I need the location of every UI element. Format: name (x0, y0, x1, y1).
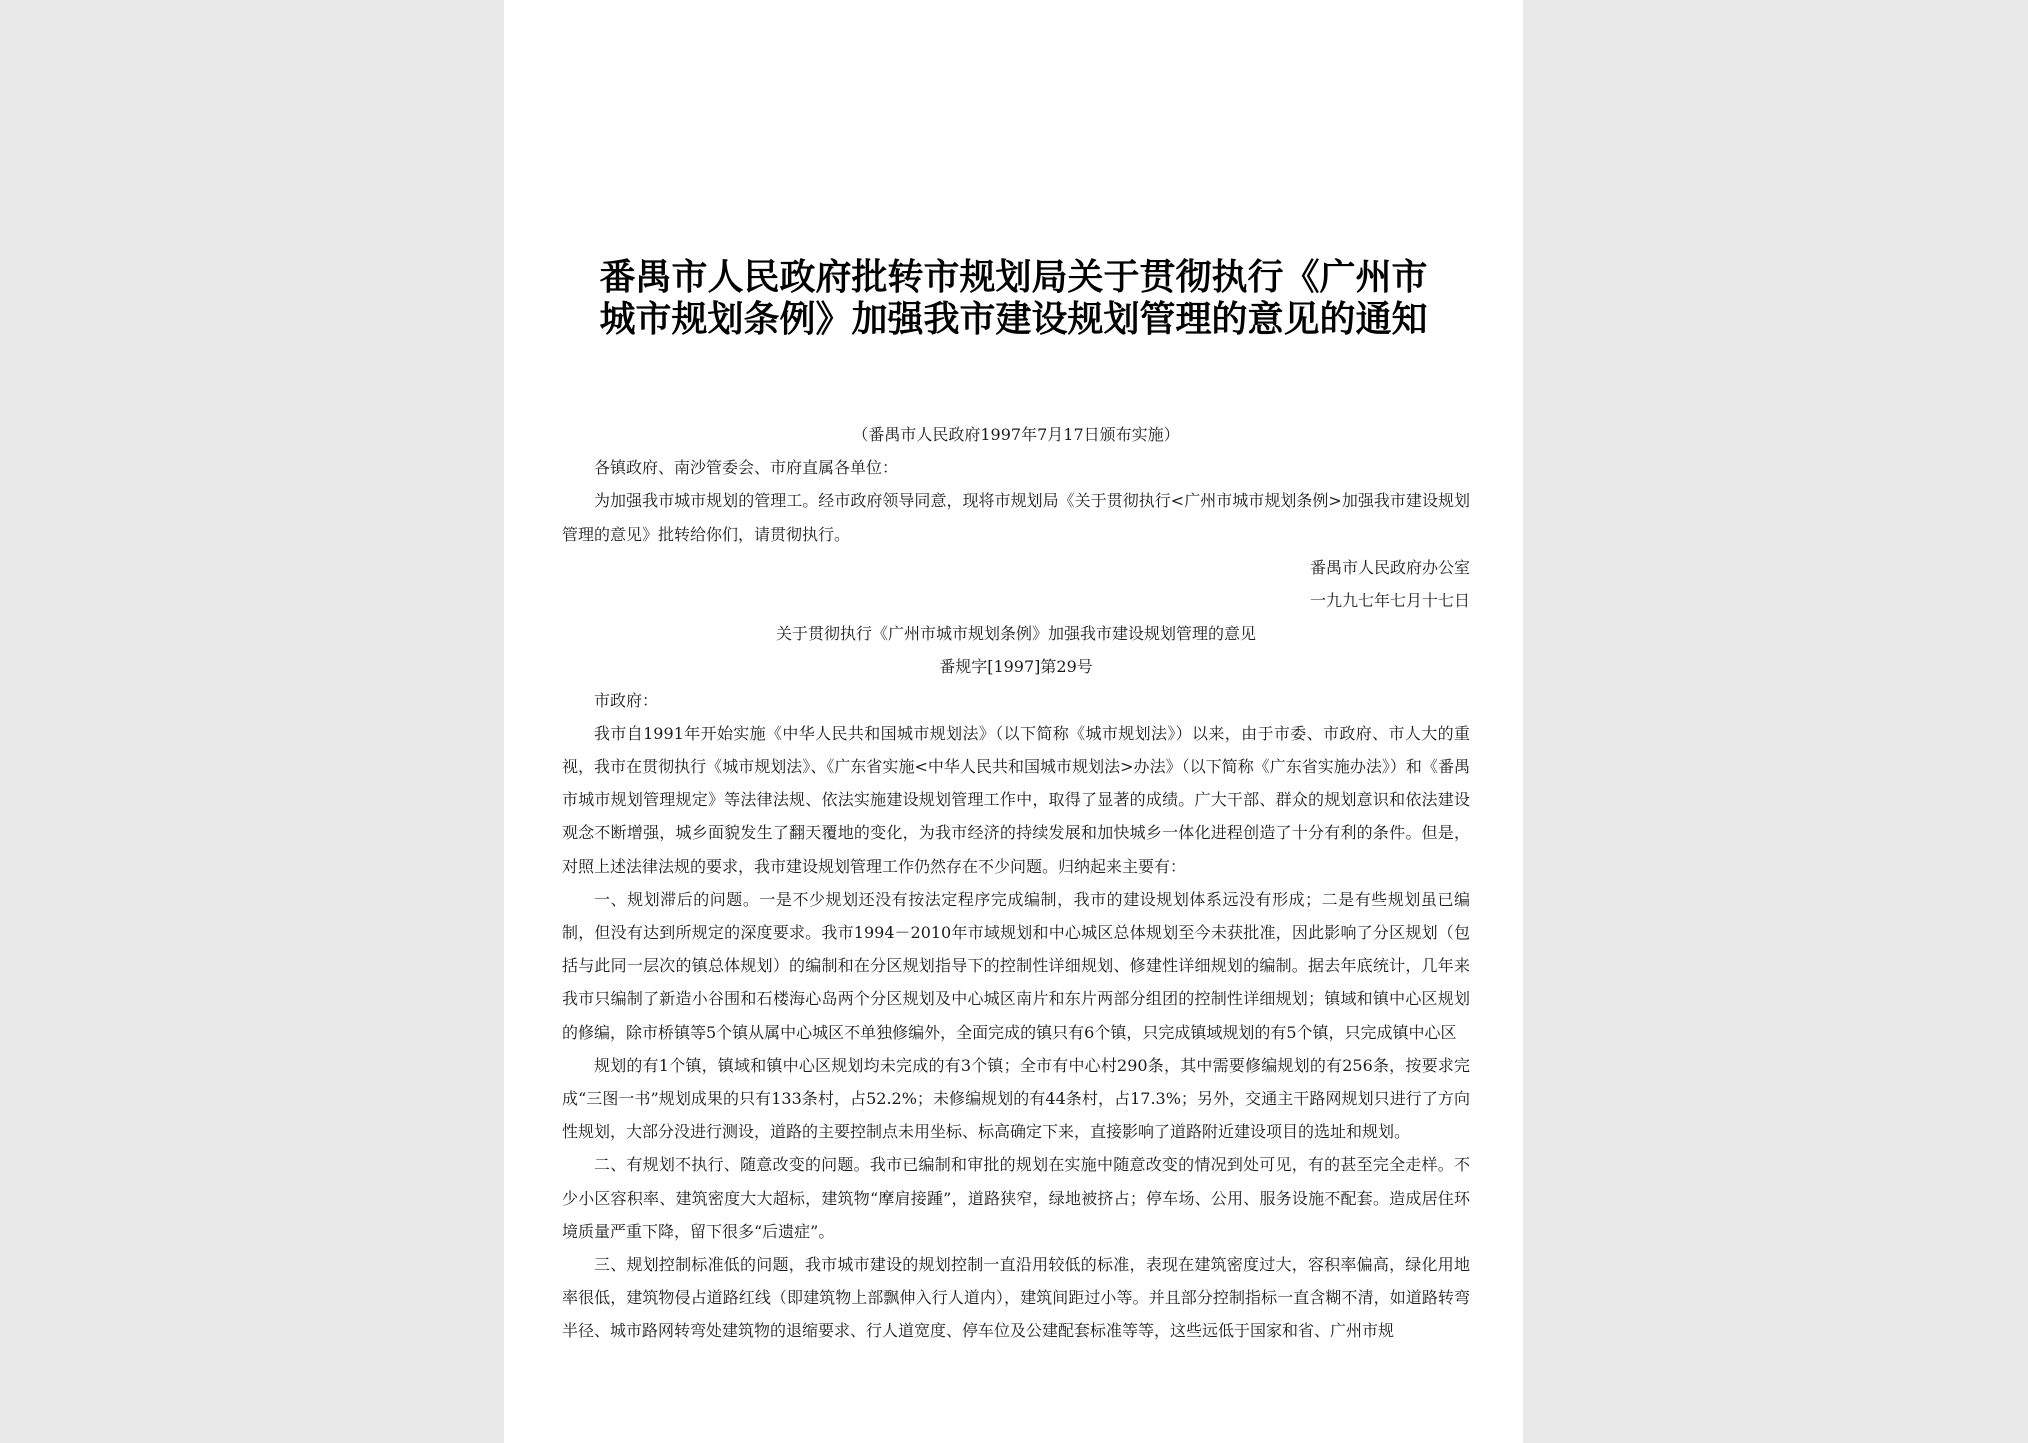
document-title (554, 256, 1473, 340)
opinion-addressee: 市政府： (594, 690, 659, 710)
title-line-1: 番禺市人民政府批转市规划局关于贯彻执行《广州市 (599, 256, 1428, 298)
signature-date: 一九九七年七月十七日 (1309, 591, 1470, 611)
body-paragraph: 二、有规划不执行、随意改变的问题。我市已编制和审批的规划在实施中随意改变的情况到处可见，有的甚至完全走样。不少小区容积率、建筑密度大大超标，建筑物“摩肩接踵”，道路狭窄，绿地被挤占；停车场、公用、服务设施不配套。造成居住环境质量严重下降，留下很多“后遗症”。 (562, 1155, 1470, 1241)
signature-org: 番禺市人民政府办公室 (1309, 557, 1470, 577)
opinion-title: 关于贯彻执行《广州市城市规划条例》加强我市建设规划管理的意见 (775, 624, 1256, 644)
title-line-2: 城市规划条例》加强我市建设规划管理的意见的通知 (599, 298, 1428, 340)
document-page (504, 0, 1523, 1443)
body-paragraph: 三、规划控制标准低的问题，我市城市建设的规划控制一直沿用较低的标准，表现在建筑密度过大，容积率偏高，绿化用地率很低，建筑物侵占道路红线（即建筑物上部飘伸入行人道内），建筑间距过小等。并且部分控制指标一直含糊不清，如道路转弯半径、城市路网转弯处建筑物的退缩要求、行人道宽度、停车位及公建配套标准等等，这些远低于国家和省、广州市规 (562, 1255, 1470, 1341)
issue-note: （番禺市人民政府1997年7月17日颁布实施） (852, 425, 1180, 444)
addressee: 各镇政府、南沙管委会、市府直属各单位： (594, 458, 899, 478)
intro-paragraph: 为加强我市城市规划的管理工。经市政府领导同意，现将市规划局《关于贯彻执行<广州市城市规划条例>加强我市建设规划管理的意见》批转给你们，请贯彻执行。 (562, 491, 1470, 544)
body-paragraph-continued: 规划的有1个镇，镇域和镇中心区规划均未完成的有3个镇；全市有中心村290条，其中需要修编规划的有256条，按要求完成“三图一书”规划成果的只有133条村，占52.2%；未修编规划的有44条村，占17.3%；另外，交通主干路网规划只进行了方向性规划，大部分没进行测设，道路的主要控制点未用坐标、标高确定下来，直接影响了道路附近建设项目的选址和规划。 (562, 1055, 1470, 1142)
doc-number: 番规字[1997]第29号 (939, 657, 1093, 677)
document-body (562, 418, 1470, 1348)
body-paragraph: 一、规划滞后的问题。一是不少规划还没有按法定程序完成编制，我市的建设规划体系远没有形成；二是有些规划虽已编制，但没有达到所规定的深度要求。我市1994－2010年市域规划和中心城区总体规划至今未获批准，因此影响了分区规划（包括与此同一层次的镇总体规划）的编制和在分区规划指导下的控制性详细规划、修建性详细规划的编制。据去年底统计，几年来我市只编制了新造小谷围和石楼海心岛两个分区规划及中心城区南片和东片两部分组团的控制性详细规划；镇域和镇中心区规划的修编，除市桥镇等5个镇从属中心城区不单独修编外，全面完成的镇只有6个镇，只完成镇域规划的有5个镇，只完成镇中心区 (562, 889, 1470, 1042)
body-paragraph: 我市自1991年开始实施《中华人民共和国城市规划法》（以下简称《城市规划法》）以来，由于市委、市政府、市人大的重视，我市在贯彻执行《城市规划法》、《广东省实施<中华人民共和国城市规划法>办法》（以下简称《广东省实施办法》）和《番禺市城市规划管理规定》等法律法规、依法实施建设规划管理工作中，取得了显著的成绩。广大干部、群众的规划意识和依法建设观念不断增强，城乡面貌发生了翻天覆地的变化，为我市经济的持续发展和加快城乡一体化进程创造了十分有利的条件。但是，对照上述法律法规的要求，我市建设规划管理工作仍然存在不少问题。归纳起来主要有： (562, 723, 1470, 876)
